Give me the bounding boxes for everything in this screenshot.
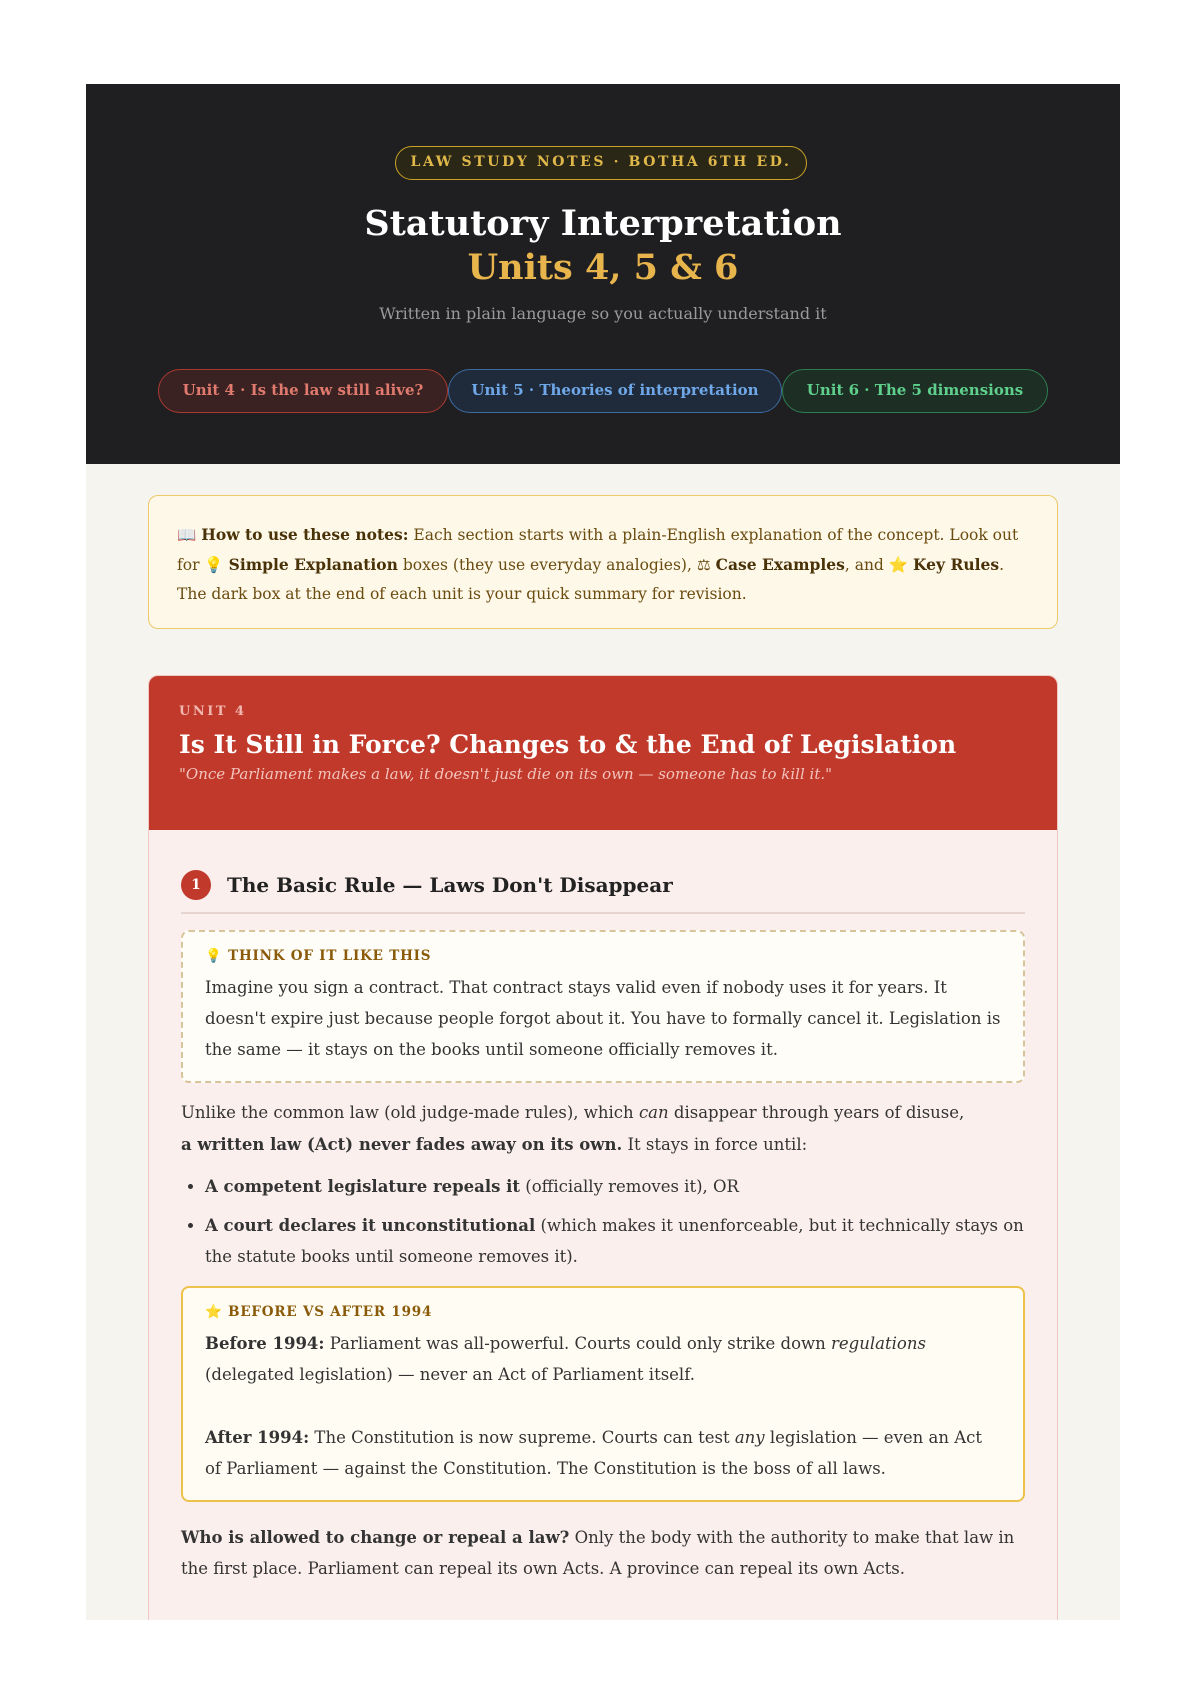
section-title: The Basic Rule — Laws Don't Disappear (227, 873, 673, 897)
how-to-use-callout (148, 495, 1058, 629)
star-icon: ⭐ (205, 1304, 229, 1320)
howto-key-rules: Key Rules (913, 555, 1000, 574)
para-text: Only the body with the authority to make that law in the first place. Parliament can repeal its own Acts. A province can repeal its own Acts. (181, 1528, 1015, 1578)
think-of-it-box (181, 930, 1025, 1083)
howto-text: . The dark box at the end of each unit is your quick summary for revision. (177, 556, 1005, 603)
before-text: Parliament was all-powerful. Courts could only strike down (324, 1334, 832, 1353)
para-text: disappear through years of disuse, (668, 1103, 965, 1122)
before-text: (delegated legislation) — never an Act of Parliament itself. (205, 1365, 695, 1384)
tab-unit-6[interactable]: Unit 6 · The 5 dimensions (782, 369, 1048, 413)
para-text: It stays in force until: (622, 1135, 808, 1154)
before-1994-text (205, 1328, 1001, 1390)
howto-case-examples: Case Examples (715, 555, 845, 574)
section-number-badge: 1 (181, 870, 211, 900)
list-item (205, 1210, 1025, 1272)
repeal-conditions-list (181, 1171, 1025, 1272)
tab-unit-5[interactable]: Unit 5 · Theories of interpretation (448, 369, 782, 413)
page-title: Statutory Interpretation (364, 203, 842, 244)
before-emphasis: regulations (831, 1334, 926, 1353)
before-after-label-text: BEFORE VS AFTER 1994 (228, 1304, 433, 1320)
list-item (205, 1171, 1025, 1202)
howto-text: boxes (they use everyday analogies), (397, 556, 697, 574)
before-after-1994-box (181, 1286, 1025, 1502)
unit-4-card (148, 675, 1058, 1620)
howto-simple-explanation: Simple Explanation (228, 555, 398, 574)
after-emphasis: any (734, 1428, 765, 1447)
para-text: Unlike the common law (old judge-made rules), which (181, 1103, 639, 1122)
list-item-strong: A competent legislature repeals it (205, 1177, 521, 1196)
bulb-icon: 💡 (205, 948, 229, 964)
unit-title: Is It Still in Force? Changes to & the End of Legislation (179, 730, 957, 759)
list-item-strong: A court declares it unconstitutional (205, 1216, 536, 1235)
think-label-text: THINK OF IT LIKE THIS (228, 948, 432, 964)
page-subtitle: Units 4, 5 & 6 (467, 247, 739, 288)
bulb-icon: 💡 (204, 556, 224, 574)
star-icon: ⭐ (888, 556, 909, 574)
unit-4-body (149, 830, 1057, 1584)
after-text: The Constitution is now supreme. Courts can test (309, 1428, 735, 1447)
howto-text: Each section starts with a plain-English explanation of the concept. Look out for (177, 526, 1019, 574)
body-paragraph (181, 1097, 1025, 1161)
howto-text: , and (844, 556, 889, 574)
para-strong: a written law (Act) never fades away on its own. (181, 1135, 623, 1154)
hero-header (86, 84, 1120, 464)
think-text: Imagine you sign a contract. That contract stays valid even if nobody uses it for years. It doesn't expire just because people forgot about it. You have to formally cancel it. Legislation is the same — it stays on the books until someone officially removes it. (205, 978, 1001, 1059)
page-tagline: Written in plain language so you actually understand it (379, 304, 827, 323)
after-1994-text (205, 1422, 1001, 1484)
tab-unit-4[interactable]: Unit 4 · Is the law still alive? (158, 369, 448, 413)
think-label (205, 948, 1001, 964)
unit-label: UNIT 4 (179, 704, 247, 719)
book-icon: 📖 (177, 526, 197, 544)
list-item-text: (which makes it unenforceable, but it technically stays on the statute books until someone removes it). (205, 1216, 1024, 1266)
after-strong: After 1994: (205, 1428, 310, 1447)
before-strong: Before 1994: (205, 1334, 325, 1353)
scales-icon: ⚖ (696, 556, 711, 574)
study-notes-badge: LAW STUDY NOTES · BOTHA 6TH ED. (395, 146, 807, 180)
notes-page (86, 84, 1120, 1620)
section-heading (181, 870, 1025, 914)
after-text: legislation — even an Act of Parliament — against the Constitution. The Constitution is the boss of all laws. (205, 1428, 983, 1478)
unit-4-header (149, 676, 1057, 830)
para-strong: Who is allowed to change or repeal a law? (181, 1528, 570, 1547)
para-emphasis: can (638, 1103, 669, 1122)
list-item-text: (officially removes it), OR (520, 1177, 739, 1196)
spacer (205, 1390, 1001, 1422)
body-paragraph (181, 1522, 1025, 1584)
howto-lead: How to use these notes: (201, 525, 409, 544)
unit-quote: "Once Parliament makes a law, it doesn't just die on its own — someone has to kill it." (179, 765, 833, 783)
before-after-label (205, 1304, 1001, 1320)
